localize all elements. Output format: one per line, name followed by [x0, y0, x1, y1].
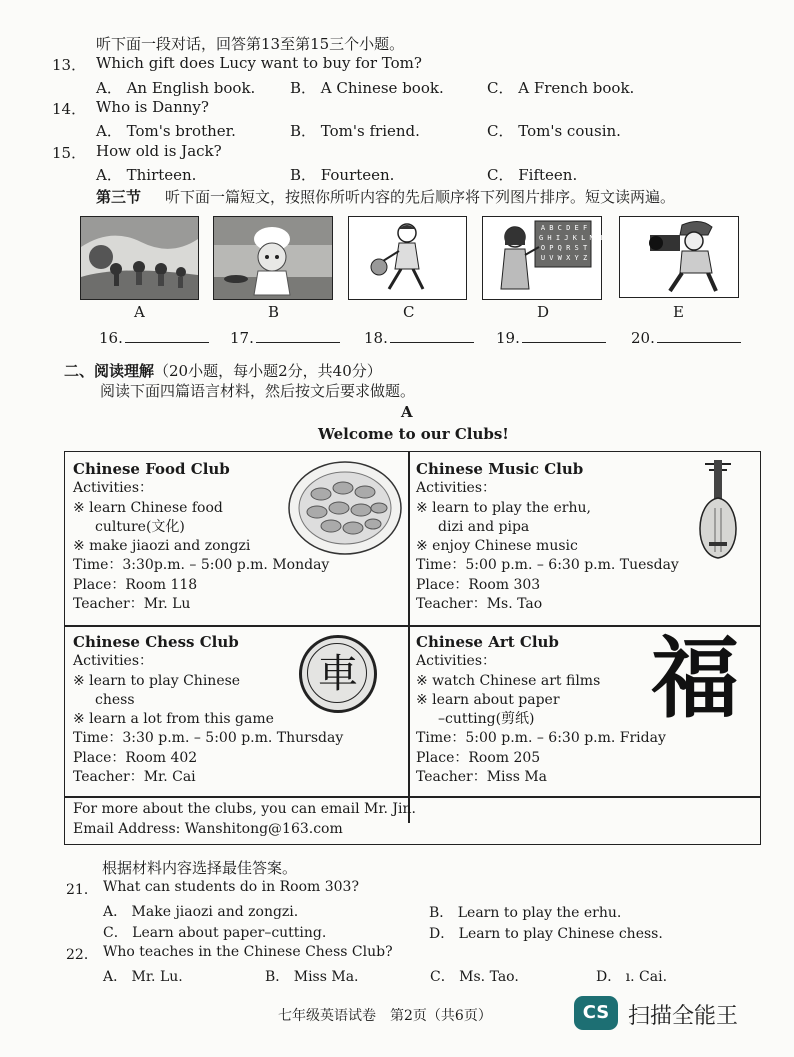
blank-line	[522, 328, 606, 343]
picture-c	[348, 216, 467, 300]
part3-heading: 第三节	[96, 188, 142, 206]
option-b: B． A Chinese book.	[290, 79, 444, 97]
club-teacher: Teacher：Mr. Lu	[73, 596, 191, 613]
question-text: How old is Jack?	[96, 142, 222, 160]
option-d: D． ı. Cai.	[596, 969, 668, 985]
answer-blank-17[interactable]	[230, 328, 340, 347]
question-number: 13．	[52, 56, 87, 74]
club-teacher: Teacher：Ms. Tao	[416, 596, 543, 613]
reading-heading-title: 二、阅读理解	[64, 362, 155, 380]
reading-heading-note: （20小题，每小题2分，共40分）	[154, 362, 382, 380]
option-c: C． Ms. Tao.	[430, 969, 519, 985]
email-address: Email Address: Wanshitong@163.com	[73, 821, 343, 837]
outdoor-scene-icon	[81, 217, 198, 299]
option-c: C． Fifteen.	[487, 166, 578, 184]
reading-heading	[64, 360, 382, 381]
option-a: A． Thirteen.	[96, 166, 197, 184]
camscanner-name: 扫描全能王	[628, 1004, 739, 1029]
activity-line: ※ learn Chinese food	[73, 499, 223, 516]
club-name: Chinese Music Club	[416, 460, 584, 478]
activity-line: chess	[95, 691, 135, 708]
blank-number: 17.	[230, 329, 254, 347]
club-name: Chinese Chess Club	[73, 633, 239, 651]
option-c: C． Tom's cousin.	[487, 122, 621, 140]
question-number: 14．	[52, 100, 87, 118]
picture-b	[213, 216, 333, 300]
club-music	[416, 460, 679, 614]
club-time: Time：3:30 p.m. – 5:00 p.m. Thursday	[73, 730, 344, 747]
chef-girl-icon	[214, 217, 332, 299]
blank-number: 16.	[99, 329, 123, 347]
club-name: Chinese Art Club	[416, 633, 559, 651]
picture-e	[619, 216, 739, 298]
activity-line: culture(文化)	[95, 518, 185, 535]
contact-line: For more about the clubs, you can email Mr. Jin.	[73, 801, 416, 817]
activity-line: ※ learn to play the erhu,	[416, 499, 591, 516]
passage-label: A	[401, 403, 413, 421]
activities-label: Activities：	[73, 480, 154, 497]
blank-line	[390, 328, 474, 343]
option-a: A． Make jiaozi and zongzi.	[103, 904, 299, 920]
club-name: Chinese Food Club	[73, 460, 230, 478]
chess-piece-character: 車	[318, 651, 358, 697]
option-c: C． Learn about paper–cutting.	[103, 925, 327, 941]
activities-label: Activities：	[416, 653, 497, 670]
picture-a	[80, 216, 199, 300]
question-number: 15．	[52, 144, 87, 162]
activities-label: Activities：	[73, 653, 154, 670]
question-text: Which gift does Lucy want to buy for Tom?	[96, 54, 422, 72]
blank-number: 19.	[496, 329, 520, 347]
option-a: A． An English book.	[96, 79, 256, 97]
chess-piece-icon	[299, 635, 377, 713]
chalkboard-line: A B C D E F	[540, 224, 588, 232]
option-c: C． A French book.	[487, 79, 635, 97]
page-number: 七年级英语试卷 第2页（共6页）	[278, 1008, 492, 1024]
divider	[65, 796, 760, 798]
answer-blank-20[interactable]	[631, 328, 741, 347]
club-time: Time：5:00 p.m. – 6:30 p.m. Tuesday	[416, 557, 679, 574]
picture-label: B	[268, 303, 280, 321]
activity-line: ※ watch Chinese art films	[416, 672, 601, 689]
contact-info	[73, 799, 416, 839]
part3-instruction: 听下面一篇短文，按照你所听内容的先后顺序将下列图片排序。短文读两遍。	[165, 188, 676, 206]
dumplings-plate-icon	[287, 460, 403, 556]
chalkboard-line: O P Q R S T	[540, 244, 588, 252]
activities-label: Activities：	[416, 480, 497, 497]
blank-line	[256, 328, 340, 343]
club-art	[416, 633, 666, 787]
club-place: Place：Room 402	[73, 749, 198, 766]
picture-label: E	[673, 303, 684, 321]
chalkboard-line: U V W X Y Z	[540, 254, 588, 262]
divider	[408, 452, 410, 823]
activity-line: ※ make jiaozi and zongzi	[73, 538, 251, 555]
fu-character-icon: 福	[651, 627, 740, 730]
option-d: D． Learn to play Chinese chess.	[429, 926, 663, 942]
pipa-icon	[691, 458, 747, 562]
chalkboard-line: G H I J K L M N	[539, 234, 603, 242]
picture-d	[482, 216, 602, 300]
blank-number: 20.	[631, 329, 655, 347]
option-b: B． Fourteen.	[290, 166, 395, 184]
activity-line: dizi and pipa	[438, 518, 530, 535]
girl-basketball-icon	[349, 217, 466, 299]
picture-label: D	[537, 303, 550, 321]
club-time: Time：5:00 p.m. – 6:30 p.m. Friday	[416, 730, 666, 747]
option-a: A． Tom's brother.	[96, 122, 236, 140]
option-b: B． Learn to play the erhu.	[429, 905, 622, 921]
clubs-table	[64, 451, 761, 845]
question-number: 21．	[66, 882, 98, 898]
reading-question-instruction: 根据材料内容选择最佳答案。	[102, 859, 298, 877]
answer-blank-16[interactable]	[99, 328, 209, 347]
question-text: What can students do in Room 303?	[103, 879, 359, 895]
club-teacher: Teacher：Mr. Cai	[73, 769, 196, 786]
blank-number: 18.	[364, 329, 388, 347]
picture-label: C	[403, 303, 415, 321]
club-time: Time：3:30p.m. – 5:00 p.m. Monday	[73, 557, 330, 574]
question-number: 22．	[66, 947, 98, 963]
club-place: Place：Room 303	[416, 576, 541, 593]
answer-blank-19[interactable]	[496, 328, 606, 347]
activity-line: ※ enjoy Chinese music	[416, 538, 578, 555]
blank-line	[657, 328, 741, 343]
activity-line: –cutting(剪纸)	[438, 711, 535, 728]
listening-instruction: 听下面一段对话，回答第13至第15三个小题。	[96, 35, 405, 53]
passage-title: Welcome to our Clubs!	[318, 425, 509, 443]
club-teacher: Teacher：Miss Ma	[416, 769, 548, 786]
blank-line	[125, 328, 209, 343]
option-b: B． Miss Ma.	[265, 969, 359, 985]
option-b: B． Tom's friend.	[290, 122, 420, 140]
boy-camera-icon	[620, 217, 738, 297]
picture-label: A	[134, 303, 145, 321]
club-place: Place：Room 118	[73, 576, 198, 593]
activity-line: ※ learn a lot from this game	[73, 711, 274, 728]
camscanner-logo-icon: CS	[574, 996, 618, 1030]
activity-line: ※ learn to play Chinese	[73, 672, 241, 689]
question-text: Who teaches in the Chinese Chess Club?	[103, 944, 393, 960]
activity-line: ※ learn about paper	[416, 691, 560, 708]
answer-blank-18[interactable]	[364, 328, 474, 347]
question-text: Who is Danny?	[96, 98, 209, 116]
reading-instruction: 阅读下面四篇语言材料，然后按文后要求做题。	[100, 382, 416, 400]
club-place: Place：Room 205	[416, 749, 541, 766]
option-a: A． Mr. Lu.	[103, 969, 183, 985]
